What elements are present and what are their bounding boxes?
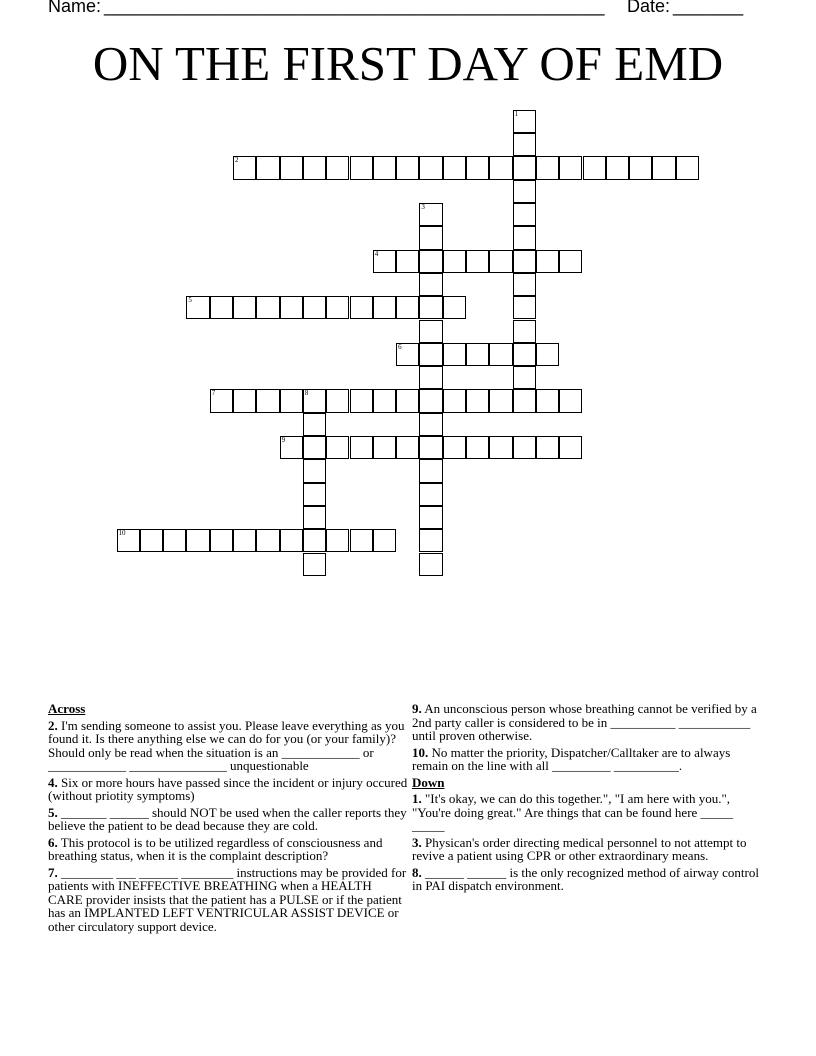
grid-cell[interactable] bbox=[443, 389, 466, 412]
grid-cell[interactable] bbox=[233, 156, 256, 179]
grid-cell[interactable] bbox=[303, 156, 326, 179]
grid-cell[interactable] bbox=[326, 156, 349, 179]
grid-cell[interactable] bbox=[536, 436, 559, 459]
cell-number: 4 bbox=[374, 249, 379, 258]
clue-down-3: 3. Physican's order directing medical personnel to not attempt to revive a patient using CPR or other extraordinary means. bbox=[412, 834, 747, 863]
grid-cell[interactable] bbox=[443, 436, 466, 459]
grid-cell[interactable] bbox=[396, 296, 419, 319]
grid-cell[interactable] bbox=[559, 250, 582, 273]
grid-cell[interactable] bbox=[396, 389, 419, 412]
cell-number: 2 bbox=[235, 156, 239, 165]
grid-cell[interactable] bbox=[210, 389, 233, 412]
grid-cell[interactable] bbox=[350, 529, 373, 552]
grid-cell[interactable] bbox=[513, 156, 536, 179]
cell-number: 8 bbox=[304, 389, 309, 398]
grid-cell[interactable] bbox=[559, 436, 582, 459]
grid-cell[interactable] bbox=[583, 156, 606, 179]
grid-cell[interactable] bbox=[303, 459, 326, 482]
grid-cell[interactable] bbox=[186, 296, 209, 319]
cell-number: 6 bbox=[398, 342, 402, 351]
grid-cell[interactable] bbox=[443, 250, 466, 273]
grid-cell[interactable] bbox=[303, 296, 326, 319]
grid-cell[interactable] bbox=[256, 389, 279, 412]
grid-cell[interactable] bbox=[419, 366, 442, 389]
grid-cell[interactable] bbox=[559, 389, 582, 412]
grid-cell[interactable] bbox=[536, 156, 559, 179]
grid-cell[interactable] bbox=[373, 436, 396, 459]
grid-cell[interactable] bbox=[350, 389, 373, 412]
grid-cell[interactable] bbox=[513, 320, 536, 343]
grid-cell[interactable] bbox=[256, 296, 279, 319]
grid-cell[interactable] bbox=[419, 506, 442, 529]
clues-left-column bbox=[48, 702, 408, 936]
clue-across-2: 2. I'm sending someone to assist you. Please leave everything as you found it. Is there anything else we can do for you (or your family)? Should only be read when the situation is an ____________ or ____________ _______________ unquestionable bbox=[48, 717, 405, 773]
grid-cell[interactable] bbox=[466, 389, 489, 412]
grid-cell[interactable] bbox=[373, 296, 396, 319]
grid-cell[interactable] bbox=[186, 529, 209, 552]
clue-across-5: 5. _______ ______ should NOT be used when the caller reports they believe the patient to be dead because they are cold. bbox=[48, 804, 407, 833]
clue-down-8: 8. ______ ______ is the only recognized method of airway control in PAI dispatch environment. bbox=[412, 864, 759, 893]
grid-cell[interactable] bbox=[513, 273, 536, 296]
grid-cell[interactable] bbox=[513, 180, 536, 203]
grid-cell[interactable] bbox=[513, 436, 536, 459]
grid-cell[interactable] bbox=[419, 250, 442, 273]
grid-cell[interactable] bbox=[256, 529, 279, 552]
grid-cell[interactable] bbox=[373, 389, 396, 412]
grid-cell[interactable] bbox=[419, 413, 442, 436]
grid-cell[interactable] bbox=[419, 226, 442, 249]
grid-cell[interactable] bbox=[419, 343, 442, 366]
date-field[interactable]: _______ bbox=[673, 0, 744, 16]
grid-cell[interactable] bbox=[419, 553, 442, 576]
grid-cell[interactable] bbox=[280, 389, 303, 412]
clues-right-column bbox=[412, 702, 768, 896]
grid-cell[interactable] bbox=[466, 250, 489, 273]
grid-cell[interactable] bbox=[466, 343, 489, 366]
grid-cell[interactable] bbox=[163, 529, 186, 552]
grid-cell[interactable] bbox=[303, 436, 326, 459]
puzzle-title: ON THE FIRST DAY OF EMD bbox=[92, 36, 724, 91]
grid-cell[interactable] bbox=[350, 436, 373, 459]
grid-cell[interactable] bbox=[303, 529, 326, 552]
grid-cell[interactable] bbox=[513, 250, 536, 273]
grid-cell[interactable] bbox=[489, 250, 512, 273]
grid-cell[interactable] bbox=[629, 156, 652, 179]
grid-cell[interactable] bbox=[396, 436, 419, 459]
grid-cell[interactable] bbox=[443, 296, 466, 319]
grid-cell[interactable] bbox=[419, 320, 442, 343]
grid-cell[interactable] bbox=[233, 529, 256, 552]
grid-cell[interactable] bbox=[513, 366, 536, 389]
grid-cell[interactable] bbox=[373, 250, 396, 273]
cell-number: 5 bbox=[188, 296, 192, 305]
grid-cell[interactable] bbox=[280, 529, 303, 552]
grid-cell[interactable] bbox=[419, 459, 442, 482]
cell-number: 10 bbox=[118, 529, 126, 538]
grid-cell[interactable] bbox=[466, 436, 489, 459]
grid-cell[interactable] bbox=[280, 436, 303, 459]
grid-cell[interactable] bbox=[419, 156, 442, 179]
clue-across-4: 4. Six or more hours have passed since the incident or injury occured (without priotity symptoms) bbox=[48, 774, 408, 803]
grid-cell[interactable] bbox=[513, 226, 536, 249]
grid-cell[interactable] bbox=[419, 389, 442, 412]
grid-cell[interactable] bbox=[652, 156, 675, 179]
grid-cell[interactable] bbox=[396, 343, 419, 366]
grid-cell[interactable] bbox=[419, 296, 442, 319]
grid-cell[interactable] bbox=[419, 483, 442, 506]
grid-cell[interactable] bbox=[256, 156, 279, 179]
clue-across-10: 10. No matter the priority, Dispatcher/Calltaker are to always remain on the line with all _________ __________. bbox=[412, 744, 731, 773]
grid-cell[interactable] bbox=[513, 110, 536, 133]
grid-cell[interactable] bbox=[489, 389, 512, 412]
grid-cell[interactable] bbox=[303, 483, 326, 506]
grid-cell[interactable] bbox=[303, 506, 326, 529]
grid-cell[interactable] bbox=[676, 156, 699, 179]
grid-cell[interactable] bbox=[303, 389, 326, 412]
grid-cell[interactable] bbox=[536, 343, 559, 366]
grid-cell[interactable] bbox=[513, 203, 536, 226]
grid-cell[interactable] bbox=[443, 343, 466, 366]
grid-cell[interactable] bbox=[536, 389, 559, 412]
grid-cell[interactable] bbox=[606, 156, 629, 179]
grid-cell[interactable] bbox=[117, 529, 140, 552]
grid-cell[interactable] bbox=[419, 529, 442, 552]
grid-cell[interactable] bbox=[140, 529, 163, 552]
grid-cell[interactable] bbox=[396, 250, 419, 273]
name-field[interactable]: __________________________________________________ bbox=[104, 0, 605, 16]
cell-number: 1 bbox=[514, 109, 519, 118]
grid-cell[interactable] bbox=[210, 296, 233, 319]
grid-cell[interactable] bbox=[303, 413, 326, 436]
across-heading: Across bbox=[48, 701, 86, 716]
grid-cell[interactable] bbox=[326, 529, 349, 552]
clue-down-1: 1. "It's okay, we can do this together.", "I am here with you.", "You're doing great." Are things that can be found here _____ _____ bbox=[412, 791, 734, 833]
grid-cell[interactable] bbox=[536, 250, 559, 273]
grid-cell[interactable] bbox=[489, 343, 512, 366]
grid-cell[interactable] bbox=[419, 203, 442, 226]
grid-cell[interactable] bbox=[513, 296, 536, 319]
clue-across-7: 7. ________ ___ ______ ________ instructions may be provided for patients with INEFFECTIVE BREATHING when a HEALTH CARE provider insists that the patient has a PULSE or if the patient has an IMPLANTED LEFT VENTRICULAR ASSIST DEVICE or other circulatory support device. bbox=[48, 864, 407, 934]
date-label: Date: bbox=[627, 0, 671, 16]
grid-cell[interactable] bbox=[513, 389, 536, 412]
grid-cell[interactable] bbox=[419, 436, 442, 459]
grid-cell[interactable] bbox=[326, 436, 349, 459]
down-heading: Down bbox=[412, 774, 445, 790]
grid-cell[interactable] bbox=[513, 343, 536, 366]
grid-cell[interactable] bbox=[489, 156, 512, 179]
grid-cell[interactable] bbox=[489, 436, 512, 459]
grid-cell[interactable] bbox=[373, 529, 396, 552]
grid-cell[interactable] bbox=[326, 296, 349, 319]
grid-cell[interactable] bbox=[210, 529, 233, 552]
clue-across-9: 9. An unconscious person whose breathing cannot be verified by a 2nd party caller is considered to be in __________ ___________ until proven otherwise. bbox=[412, 701, 757, 743]
grid-cell[interactable] bbox=[280, 296, 303, 319]
grid-cell[interactable] bbox=[326, 389, 349, 412]
grid-cell[interactable] bbox=[466, 156, 489, 179]
grid-cell[interactable] bbox=[373, 156, 396, 179]
grid-cell[interactable] bbox=[350, 296, 373, 319]
grid-cell[interactable] bbox=[280, 156, 303, 179]
grid-cell[interactable] bbox=[303, 553, 326, 576]
cell-number: 7 bbox=[211, 389, 216, 398]
grid-cell[interactable] bbox=[443, 156, 466, 179]
grid-cell[interactable] bbox=[396, 156, 419, 179]
grid-cell[interactable] bbox=[233, 389, 256, 412]
clue-across-6: 6. This protocol is to be utilized regardless of consciousness and breathing status, when it is the complaint description? bbox=[48, 834, 383, 863]
grid-cell[interactable] bbox=[559, 156, 582, 179]
grid-cell[interactable] bbox=[419, 273, 442, 296]
name-label: Name: bbox=[48, 0, 102, 16]
grid-cell[interactable] bbox=[513, 133, 536, 156]
grid-cell[interactable] bbox=[233, 296, 256, 319]
cell-number: 3 bbox=[421, 203, 425, 211]
grid-cell[interactable] bbox=[350, 156, 373, 179]
cell-number: 9 bbox=[281, 436, 286, 444]
